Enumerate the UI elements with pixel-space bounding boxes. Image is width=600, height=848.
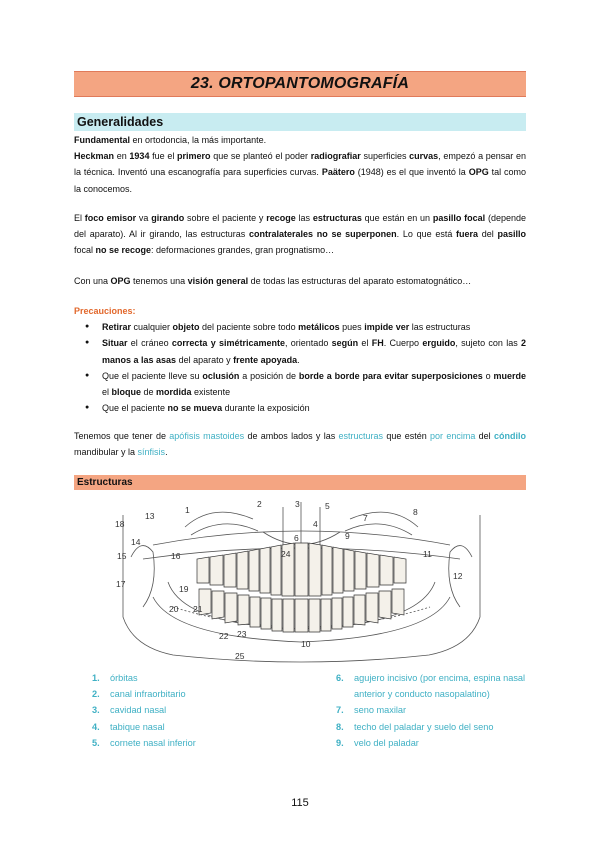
diagram-label: 14 <box>131 537 141 547</box>
page-number: 115 <box>291 797 309 809</box>
diagram-label: 5 <box>325 501 330 511</box>
legend-right <box>336 670 528 751</box>
diagram-label: 9 <box>345 531 350 541</box>
legend-item: 6. agujero incisivo (por encima, espina nasal anterior y conducto nasopalatino) <box>336 673 526 700</box>
diagram-label: 1 <box>185 505 190 515</box>
diagram-label: 10 <box>301 639 311 649</box>
precautions-label: Precauciones: <box>74 306 136 316</box>
diagram-label: 15 <box>117 551 127 561</box>
diagram-label: 11 <box>423 549 432 559</box>
legend-item: 8. techo del paladar y suelo del seno <box>336 721 494 732</box>
list-item: ● Retirar cualquier objeto del paciente sobre todo metálicos pues impide ver las estructuras <box>74 319 526 335</box>
paragraph-opg: Con una OPG tenemos una visión general de todas las estructuras del aparato estomatognático… <box>74 276 472 286</box>
list-item: ● Situar el cráneo correcta y simétricamente, orientado según el FH. Cuerpo erguido, sujeto con las 2 manos a las asas del aparato y frente apoyada. <box>74 335 526 367</box>
diagram-label: 6 <box>294 533 299 543</box>
diagram-label: 19 <box>179 584 189 594</box>
diagram-label: 22 <box>219 631 229 641</box>
diagram-label: 20 <box>169 604 179 614</box>
section-header-estructuras <box>74 475 526 490</box>
precautions-block <box>74 303 526 416</box>
diagram-label: 7 <box>363 513 368 523</box>
diagram-label: 12 <box>453 571 463 581</box>
body-intro <box>74 132 526 197</box>
diagram-label: 23 <box>237 629 247 639</box>
section-title: Estructuras <box>77 477 133 488</box>
diagram-label: 4 <box>313 519 318 529</box>
diagram-label: 3 <box>295 499 300 509</box>
diagram-label: 2 <box>257 499 262 509</box>
diagram-label: 13 <box>145 511 155 521</box>
legend-item: 4. tabique nasal <box>92 721 165 732</box>
legend-item: 7. seno maxilar <box>336 705 407 716</box>
diagram-label: 18 <box>115 519 125 529</box>
list-item: ● Que el paciente no se mueva durante la exposición <box>74 400 526 416</box>
section-header-generalidades <box>74 113 526 131</box>
legend-item: 5. cornete nasal inferior <box>92 737 196 748</box>
legend-item: 9. velo del paladar <box>336 737 419 748</box>
chapter-title: 23. ORTOPANTOMOGRAFÍA <box>190 75 410 92</box>
diagram-label: 8 <box>413 507 418 517</box>
diagram-label: 25 <box>235 651 245 661</box>
opg-diagram <box>113 497 490 663</box>
paragraph-foco: El foco emisor va girando sobre el paciente y recoge las estructuras que están en un pasillo focal (depende del aparato). Al ir girando, las estructuras contralaterales no se superponen. Lo que está fuera del pasillo focal no se recoge: deformaciones grandes, gran prognatismo… <box>74 213 526 256</box>
diagram-label: 24 <box>281 549 291 559</box>
legend-item: 3. cavidad nasal <box>92 705 167 716</box>
legend-item: 2. canal infraorbitario <box>92 689 186 700</box>
paragraph-fundamental: Fundamental en ortodoncia, la más importante. <box>74 135 267 145</box>
precautions-list <box>74 319 526 416</box>
paragraph-history: Heckman en 1934 fue el primero que se planteó el poder radiografiar superficies curvas, empezó a pensar en la técnica. Inventó una escanografía para superficies curvas. Paätero (1948) es el que inventó la OPG tal como la conocemos. <box>74 151 527 194</box>
section-title: Generalidades <box>77 115 164 129</box>
diagram-label: 16 <box>171 551 181 561</box>
list-item: ● Que el paciente lleve su oclusión a posición de borde a borde para evitar superposiciones o muerde el bloque de mordida existente <box>74 368 526 400</box>
diagram-label: 21 <box>193 604 203 614</box>
legend-item: 1. órbitas <box>92 673 138 683</box>
diagram-label: 17 <box>116 579 126 589</box>
legend-left <box>92 670 312 751</box>
paragraph-estructuras: Tenemos que tener de apófisis mastoides de ambos lados y las estructuras que estén por encima del cóndilo mandibular y la sínfisis. <box>74 431 526 458</box>
chapter-title-bar <box>74 71 526 97</box>
